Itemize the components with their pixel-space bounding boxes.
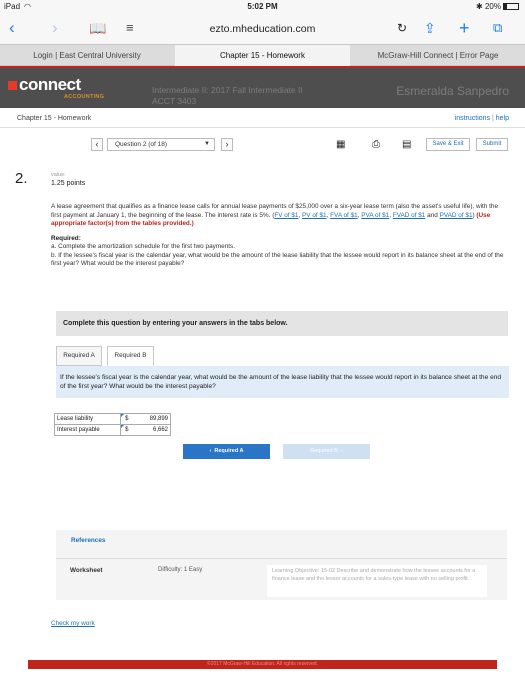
difficulty-label: Difficulty: 1 Easy (158, 567, 203, 573)
connect-logo: connect (8, 75, 81, 95)
question-points: 1.25 points (51, 180, 86, 187)
ebook-icon[interactable]: ▤ (402, 139, 412, 150)
reader-icon[interactable]: ≡ (126, 20, 134, 35)
required-a-text: a. Complete the amortization schedule for the first two payments. (51, 243, 235, 251)
question-nav (0, 128, 525, 168)
lease-liability-label: Lease liability (55, 414, 121, 425)
currency-symbol: $ (121, 425, 133, 436)
references-box (56, 530, 507, 600)
next-required-button[interactable]: Required B › (283, 444, 370, 459)
check-my-work-link[interactable]: Check my work (51, 620, 95, 627)
instructions-link[interactable]: instructions (454, 115, 491, 122)
question-banner: If the lessee's fiscal year is the calendar year, what would be the amount of the lease liability that the lessee would report in its balance sheet at the end of the first year? What would be the interest payable? (56, 366, 509, 398)
pva-table-link[interactable]: PVA of $1 (361, 211, 390, 219)
battery-icon (503, 3, 519, 10)
required-b-text: b. If the lessee's fiscal year is the calendar year, what would be the amount of the lease liability that the lessee would report in its balance sheet at the end of the first year? What would be the interest payable? (51, 251, 504, 268)
required-block (51, 235, 506, 269)
next-question-button[interactable]: › (221, 138, 233, 151)
back-icon[interactable]: ‹ (9, 18, 15, 37)
browser-toolbar (0, 14, 525, 44)
currency-symbol: $ (121, 414, 133, 425)
calculator-icon[interactable]: ▦ (336, 139, 346, 150)
help-link[interactable]: help (495, 115, 509, 122)
logo-mark-icon (8, 81, 17, 90)
learning-objective: Learning Objective: 15-02 Describe and demonstrate how the lessee accounts for a finance lease and the lessor accounts for a sales-type lease with no selling profit. (267, 565, 487, 597)
fv-table-link[interactable]: FV of $1 (274, 211, 299, 219)
answer-table (54, 413, 171, 436)
print-icon[interactable]: ⎙ (372, 139, 380, 150)
pv-table-link[interactable]: PV of $1 (302, 211, 327, 219)
wifi-icon: ◠ (24, 2, 31, 11)
fvad-table-link[interactable]: FVAD of $1 (392, 211, 426, 219)
submit-button[interactable]: Submit (476, 138, 508, 151)
tab-error-page[interactable]: McGraw-Hill Connect | Error Page (377, 51, 499, 60)
save-exit-button[interactable]: Save & Exit (426, 138, 470, 151)
tab-required-a[interactable]: Required A (56, 346, 102, 366)
footer-bar: ©2017 McGraw-Hill Education. All rights reserved. (28, 660, 497, 669)
tab-required-b[interactable]: Required B (107, 346, 154, 366)
bookmarks-icon[interactable]: 📖 (89, 20, 107, 36)
fva-table-link[interactable]: FVA of $1 (330, 211, 358, 219)
table-row (55, 425, 171, 436)
tab-login[interactable]: Login | East Central University (33, 51, 141, 60)
tab-chapter-homework[interactable]: Chapter 15 - Homework (175, 45, 350, 66)
chevron-down-icon: ▼ (204, 141, 210, 147)
problem-statement: A lease agreement that qualifies as a finance lease calls for annual lease payments of $25,000 over a six-year lease term (also the asset's useful life), with the first payment at January 1, the beginning of the lease. The interest rate is 5%. (FV of $1, PV of $1, FVA of $1, PVA of $1, FVAD of $1 and PVAD of $1) (Use appropriate factor(s) from the tables provided.) (51, 203, 499, 228)
course-info: Intermediate II: 2017 Fall Intermediate II ACCT 3403 (152, 85, 303, 106)
clock: 5:02 PM (247, 2, 278, 11)
question-select[interactable]: Question 2 (of 18) ▼ (107, 138, 215, 151)
reload-icon[interactable]: ↻ (397, 21, 408, 35)
chapter-row: Chapter 15 - Homework instructions | help (0, 108, 525, 128)
new-tab-icon[interactable]: + (459, 18, 470, 38)
factor-note: (Use appropriate factor(s) from the tables provided.) (51, 211, 491, 228)
worksheet-link[interactable]: Worksheet (70, 567, 103, 574)
tab-bar (0, 44, 525, 66)
required-heading: Required: (51, 235, 81, 242)
lease-liability-input[interactable]: 89,899 (133, 414, 171, 425)
instruction-box: Complete this question by entering your answers in the tabs below. (56, 311, 508, 336)
tabs-icon[interactable]: ⧉ (493, 20, 503, 35)
chevron-right-icon: › (340, 448, 343, 454)
table-row (55, 414, 171, 425)
value-label: value: (51, 172, 66, 178)
chapter-title: Chapter 15 - Homework (17, 115, 92, 122)
device-label: iPad (4, 2, 21, 11)
brand-subtitle: ACCOUNTING (64, 94, 105, 100)
student-name[interactable]: Esmeralda Sanpedro (396, 84, 509, 98)
bluetooth-icon: ✱ (476, 2, 483, 11)
share-icon[interactable]: ⇪ (424, 20, 436, 36)
forward-icon[interactable]: › (52, 18, 58, 37)
references-title[interactable]: References (71, 537, 106, 544)
connect-header (0, 66, 525, 108)
prev-question-button[interactable]: ‹ (91, 138, 103, 151)
chevron-left-icon: ‹ (209, 448, 212, 454)
battery-percent: 20% (484, 2, 501, 11)
pvad-table-link[interactable]: PVAD of $1 (439, 211, 473, 219)
status-bar (0, 0, 525, 14)
question-number: 2. (15, 170, 28, 187)
interest-payable-label: Interest payable (55, 425, 121, 436)
address-bar[interactable]: ezto.mheducation.com (209, 23, 316, 35)
prev-required-button[interactable]: ‹ Required A (183, 444, 270, 459)
interest-payable-input[interactable]: 6,662 (133, 425, 171, 436)
